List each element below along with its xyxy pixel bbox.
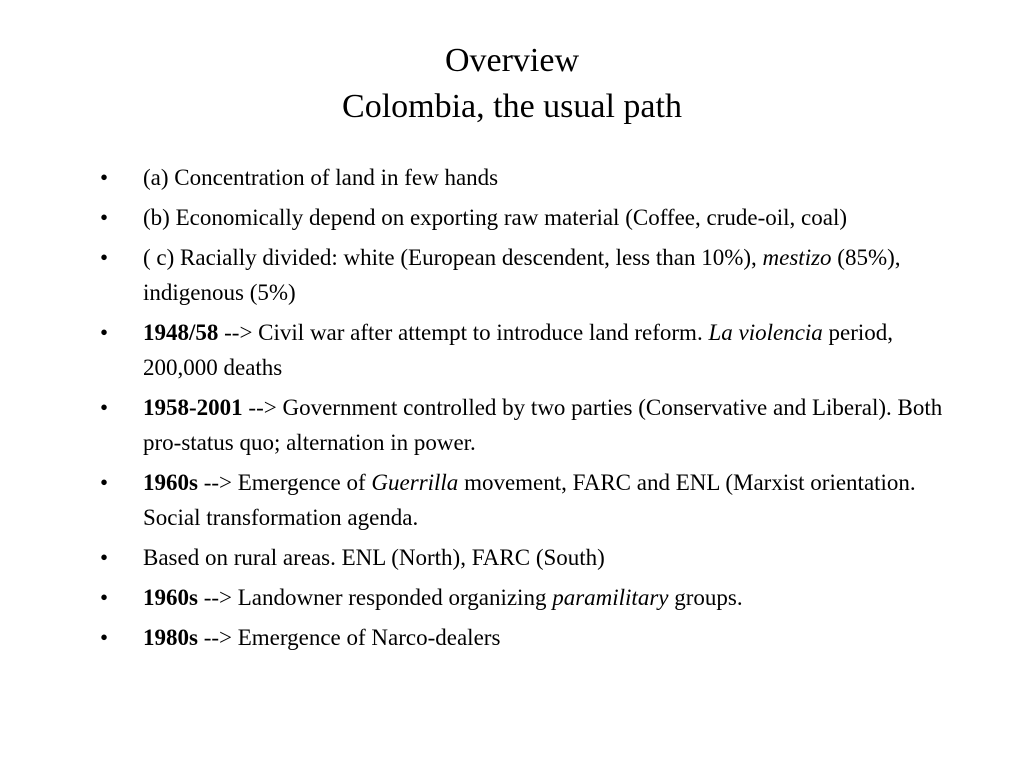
slide-title (0, 38, 1024, 130)
bullet-text: --> Emergence of (197, 470, 372, 495)
bullet-italic-text: mestizo (762, 245, 832, 270)
title-line-2: Colombia, the usual path (342, 88, 682, 125)
bullet-text: (a) Concentration of land in few hands (143, 165, 499, 190)
bullet-marker: • (100, 470, 109, 495)
bullet-list (100, 160, 970, 660)
bullet-text-rest: movement, FARC and ENL (Marxist orientation. Social transformation agenda. (143, 470, 916, 530)
bullet-marker: • (100, 320, 109, 345)
bullet-text: --> Government controlled by two parties (Conservative and Liberal). Both pro-status quo; alternation in power. (143, 395, 943, 455)
bullet-item (100, 315, 970, 385)
title-line-1: Overview (444, 42, 580, 79)
bullet-marker: • (100, 545, 109, 570)
bullet-item (100, 240, 970, 310)
bullet-text-rest: groups. (668, 585, 743, 610)
bullet-text: --> Landowner responded organizing (197, 585, 553, 610)
bullet-year: 1980s (143, 625, 198, 650)
bullet-italic-text: paramilitary (552, 585, 669, 610)
bullet-text: --> Emergence of Narco-dealers (197, 625, 501, 650)
bullet-marker: • (100, 245, 109, 270)
bullet-item (100, 620, 970, 655)
bullet-marker: • (100, 395, 109, 420)
bullet-marker: • (100, 625, 109, 650)
bullet-year: 1948/58 (143, 320, 219, 345)
bullet-item (100, 465, 970, 535)
bullet-text: Based on rural areas. ENL (North), FARC (South) (143, 545, 605, 570)
bullet-italic-text: Guerrilla (371, 470, 459, 495)
bullet-year: 1960s (143, 470, 198, 495)
bullet-item (100, 390, 970, 460)
bullet-marker: • (100, 165, 109, 190)
bullet-marker: • (100, 585, 109, 610)
bullet-text-rest: (85%), indigenous (5%) (143, 245, 901, 305)
bullet-item (100, 160, 970, 195)
bullet-item (100, 580, 970, 615)
bullet-item (100, 540, 970, 575)
bullet-text-rest: period, 200,000 deaths (143, 320, 894, 380)
bullet-italic-text: La violencia (708, 320, 823, 345)
bullet-text: (b) Economically depend on exporting raw material (Coffee, crude-oil, coal) (143, 205, 847, 230)
bullet-item (100, 200, 970, 235)
bullet-marker: • (100, 205, 109, 230)
bullet-year: 1960s (143, 585, 198, 610)
bullet-text: --> Civil war after attempt to introduce land reform. (218, 320, 709, 345)
bullet-text: ( c) Racially divided: white (European descendent, less than 10%), (143, 245, 763, 270)
bullet-year: 1958-2001 (143, 395, 243, 420)
